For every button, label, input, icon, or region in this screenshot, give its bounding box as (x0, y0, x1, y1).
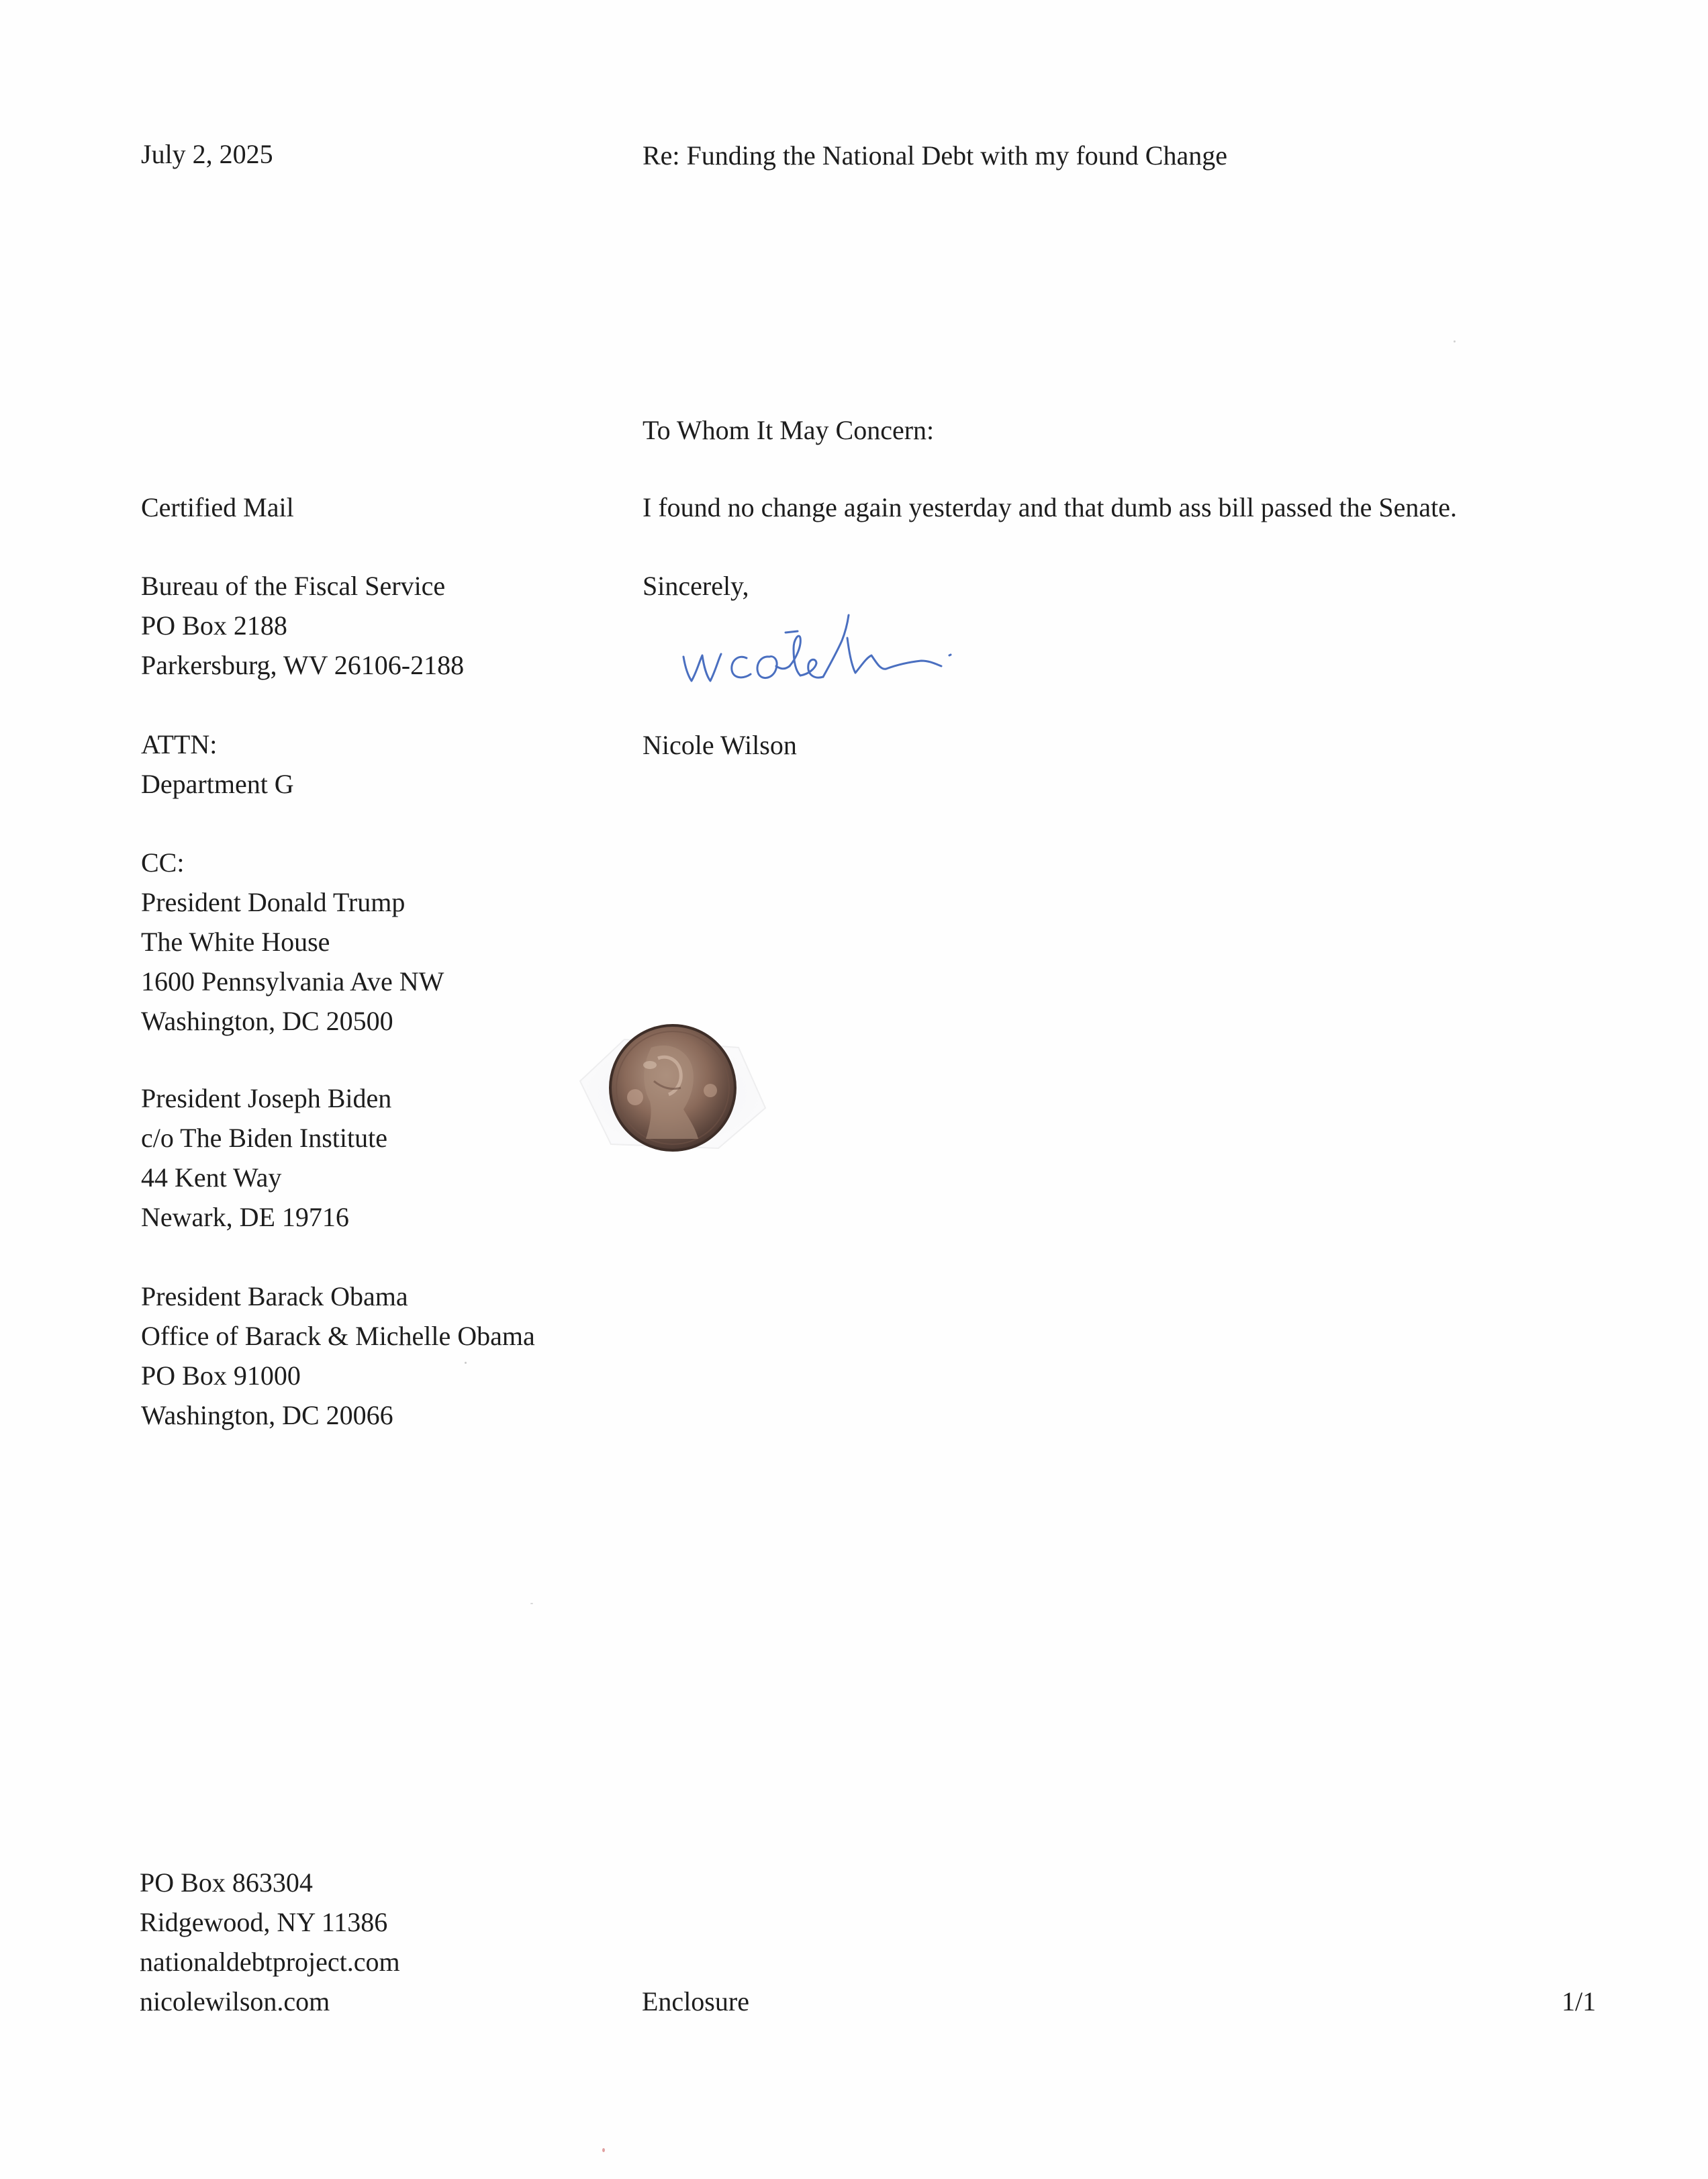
attention-block (141, 725, 294, 804)
signer-name: Nicole Wilson (643, 730, 797, 760)
body-text: I found no change again yesterday and that dumb ass bill passed the Senate. (643, 492, 1457, 522)
recipient-line: Bureau of the Fiscal Service (141, 571, 446, 601)
sender-line: PO Box 863304 (140, 1867, 313, 1898)
cc-recipient-line: PO Box 91000 (141, 1360, 301, 1391)
sender-address (140, 1863, 400, 2021)
cc-recipient-line: President Donald Trump (141, 887, 406, 917)
cc-recipient-obama (141, 1277, 535, 1435)
closing: Sincerely, (643, 571, 749, 601)
recipient-line: PO Box 2188 (141, 610, 287, 641)
sender-line: nationaldebtproject.com (140, 1947, 400, 1977)
cc-label: CC: (141, 847, 185, 878)
cc-recipient-line: President Barack Obama (141, 1281, 408, 1311)
cc-recipient-line: c/o The Biden Institute (141, 1123, 387, 1153)
salutation: To Whom It May Concern: (643, 415, 935, 445)
cc-recipient-line: 44 Kent Way (141, 1162, 282, 1193)
cc-recipient-biden (141, 1078, 391, 1237)
cc-recipient-line: Newark, DE 19716 (141, 1202, 349, 1232)
cc-recipient-line: The White House (141, 927, 330, 957)
signature-image (671, 591, 994, 698)
scan-speck (530, 1603, 533, 1604)
scan-speck (1454, 340, 1456, 342)
scan-speck (602, 2148, 605, 2152)
scan-speck (465, 1362, 467, 1364)
letter-subject: Re: Funding the National Debt with my found Change (643, 140, 1227, 171)
cc-recipient-line: Washington, DC 20500 (141, 1006, 393, 1036)
letter-date: July 2, 2025 (141, 139, 273, 169)
sender-line: nicolewilson.com (140, 1986, 330, 2016)
attention-label: ATTN: (141, 729, 218, 759)
cc-recipient-line: President Joseph Biden (141, 1083, 392, 1113)
delivery-method: Certified Mail (141, 492, 294, 522)
page-number: 1/1 (1562, 1986, 1597, 2016)
cc-recipient-line: Washington, DC 20066 (141, 1400, 393, 1430)
recipient-line: Parkersburg, WV 26106-2188 (141, 650, 465, 680)
sender-line: Ridgewood, NY 11386 (140, 1907, 388, 1937)
cc-recipient-line: 1600 Pennsylvania Ave NW (141, 966, 444, 996)
cc-block (141, 843, 444, 1041)
recipient-address (141, 566, 464, 685)
penny-coin-image (571, 1001, 772, 1175)
cc-recipient-line: Office of Barack & Michelle Obama (141, 1321, 535, 1351)
attention-value: Department G (141, 769, 294, 799)
enclosure-note: Enclosure (642, 1986, 749, 2016)
